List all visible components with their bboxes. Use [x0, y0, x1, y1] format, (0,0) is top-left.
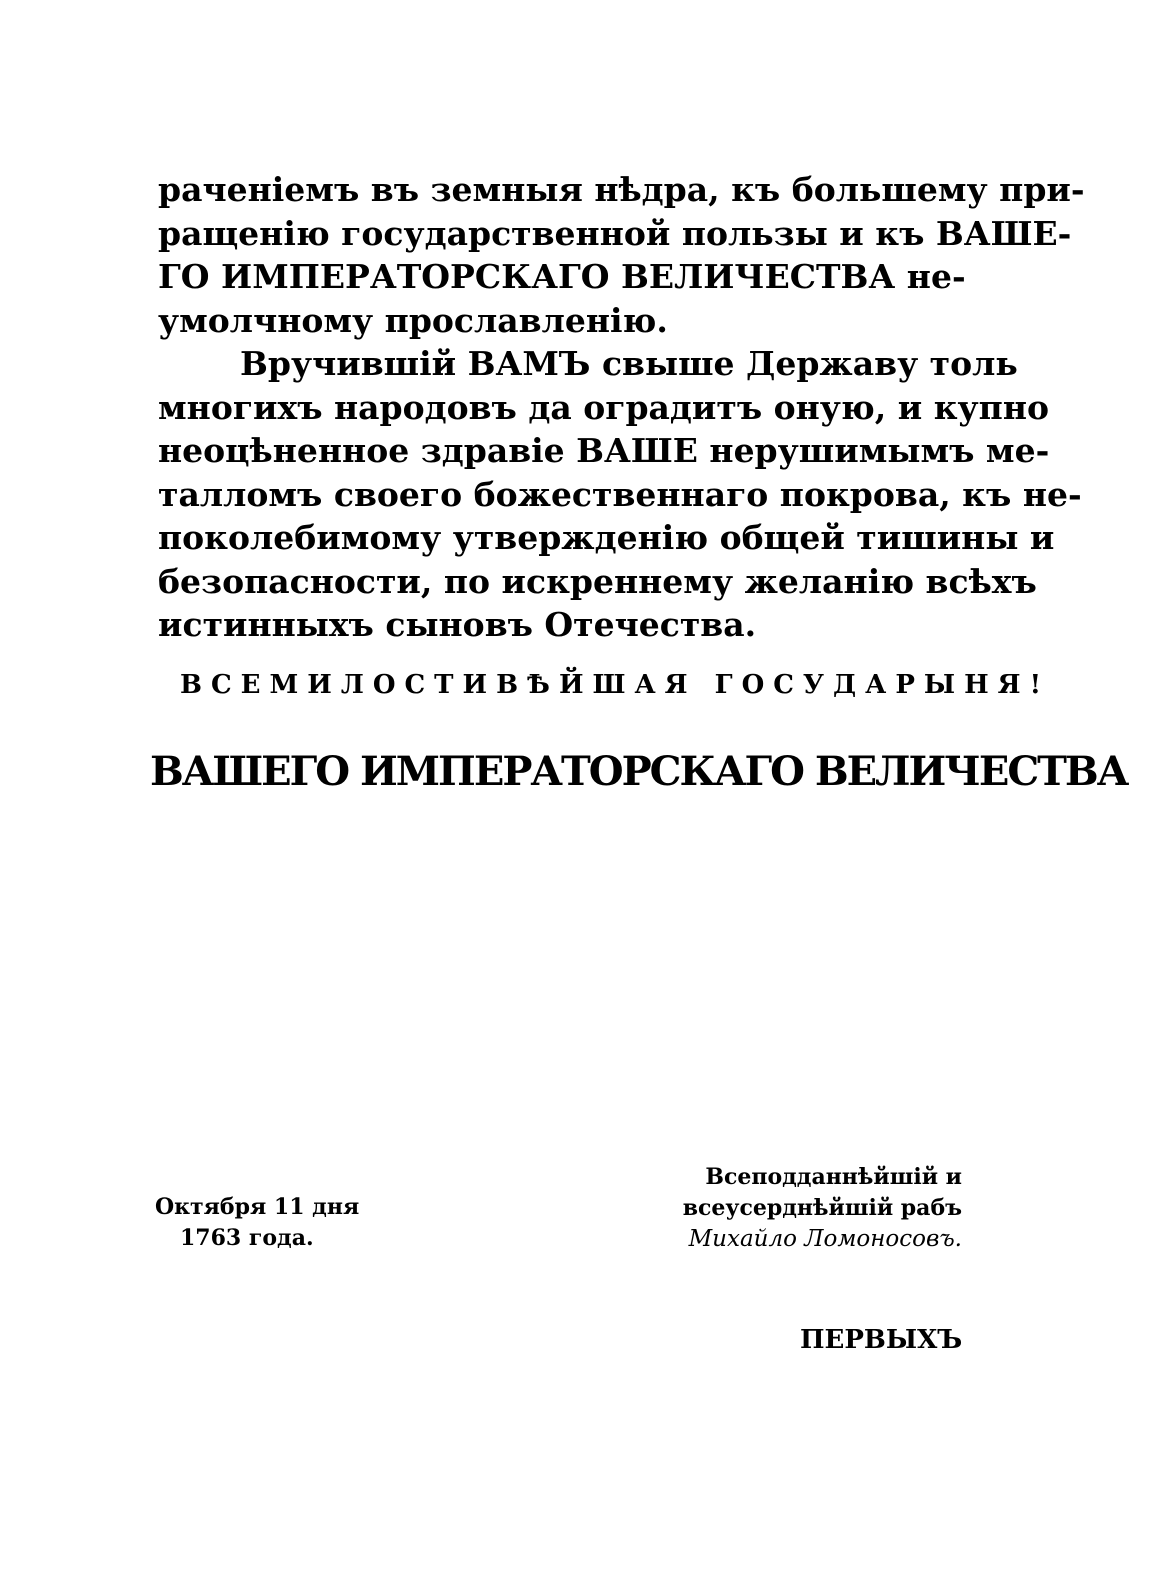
date-line-1: Октября 11 дня — [155, 1194, 360, 1220]
text-line: истинныхъ сыновъ Отечества. — [158, 605, 757, 644]
text-line: талломъ своего божественнаго покрова, къ не- — [158, 474, 1082, 514]
date-line-2: 1763 года. — [180, 1225, 314, 1251]
text-line: поколебимому утвержденію общей тишины и — [158, 518, 1055, 557]
signature-line-1: Всеподданнѣйшій и — [705, 1164, 962, 1190]
text-line: ращенію государственной пользы и къ ВАШЕ- — [158, 213, 1072, 253]
salutation: ВСЕМИЛОСТИВѢЙШАЯ ГОСУДАРЫНЯ! — [180, 670, 1051, 700]
text-line: раченіемъ въ земныя нѣдра, къ большему при- — [158, 170, 1085, 209]
catchword: ПЕРВЫХЪ — [800, 1325, 963, 1355]
signature-block — [640, 1162, 962, 1255]
text-line: многихъ народовъ да оградитъ оную, и купно — [158, 387, 1049, 427]
signature-line-2: всеусерднѣйшій рабъ — [682, 1195, 962, 1221]
paragraph-2 — [158, 342, 1082, 647]
text-line: безопасности, по искреннему желанію всѣхъ — [158, 561, 1037, 601]
signature-name: Михайло Ломоносовъ. — [688, 1226, 962, 1252]
text-line: неоцѣненное здравіе ВАШЕ нерушимымъ ме- — [158, 431, 1050, 470]
majesty-heading: ВАШЕГО ИМПЕРАТОРСКАГО ВЕЛИЧЕСТВА — [150, 748, 1128, 795]
text-line: Вручившій ВАМЪ свыше Державу толь — [240, 344, 1018, 383]
paragraph-1 — [158, 168, 1085, 342]
text-line: умолчному прославленію. — [158, 300, 668, 340]
date-block — [155, 1192, 435, 1254]
text-line: ГО ИМПЕРАТОРСКАГО ВЕЛИЧЕСТВА не- — [158, 257, 966, 296]
